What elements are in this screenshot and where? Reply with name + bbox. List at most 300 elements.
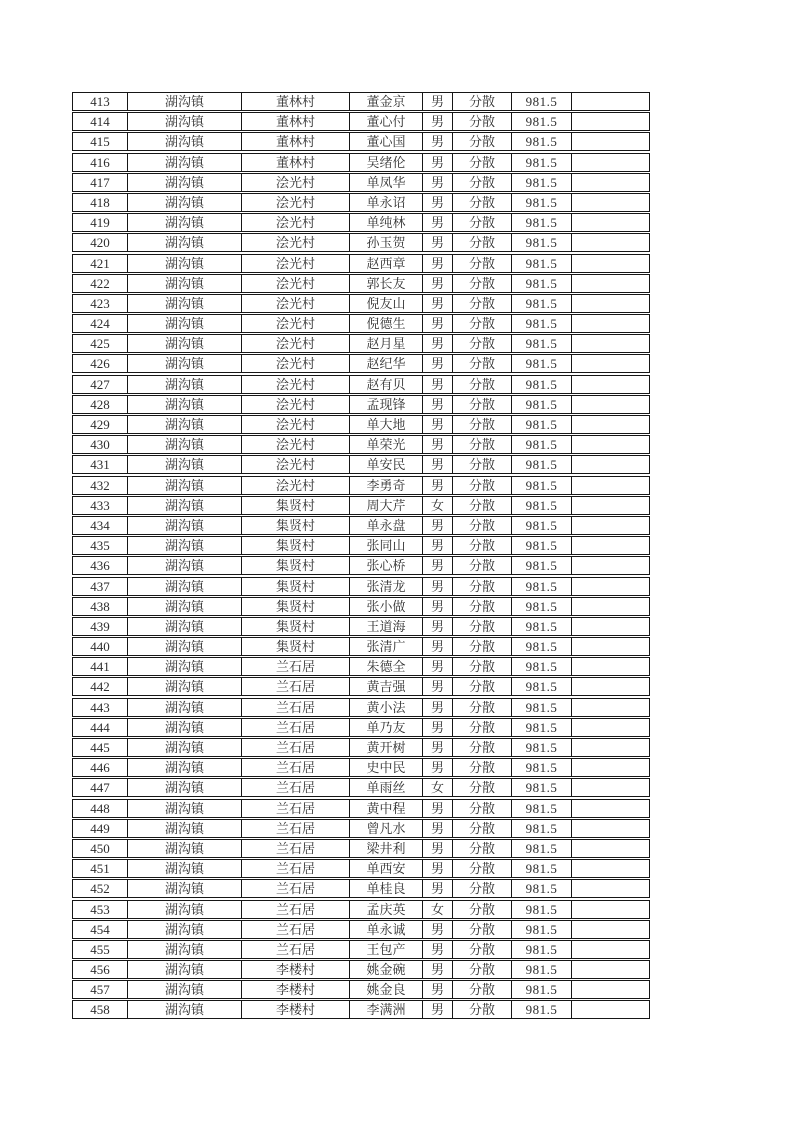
cell-village: 集贤村	[242, 618, 350, 635]
cell-support-type: 分散	[453, 699, 512, 716]
cell-gender: 男	[423, 759, 453, 776]
cell-amount: 981.5	[512, 416, 572, 433]
cell-amount: 981.5	[512, 456, 572, 473]
cell-remark	[572, 719, 649, 736]
cell-amount: 981.5	[512, 678, 572, 695]
cell-amount: 981.5	[512, 961, 572, 978]
cell-gender: 男	[423, 234, 453, 251]
cell-gender: 女	[423, 779, 453, 796]
cell-town: 湖沟镇	[128, 779, 242, 796]
table-row	[72, 173, 650, 192]
cell-amount: 981.5	[512, 315, 572, 332]
cell-seq: 417	[73, 174, 128, 191]
cell-amount: 981.5	[512, 921, 572, 938]
cell-support-type: 分散	[453, 537, 512, 554]
cell-remark	[572, 800, 649, 817]
table-row	[72, 597, 650, 616]
cell-village: 兰石居	[242, 901, 350, 918]
cell-village: 兰石居	[242, 840, 350, 857]
cell-seq: 414	[73, 113, 128, 130]
cell-remark	[572, 981, 649, 998]
cell-gender: 男	[423, 860, 453, 877]
cell-remark	[572, 820, 649, 837]
cell-support-type: 分散	[453, 234, 512, 251]
cell-gender: 男	[423, 315, 453, 332]
cell-town: 湖沟镇	[128, 154, 242, 171]
cell-amount: 981.5	[512, 497, 572, 514]
cell-person-name: 曾凡水	[350, 820, 423, 837]
cell-support-type: 分散	[453, 800, 512, 817]
cell-person-name: 张清龙	[350, 578, 423, 595]
cell-person-name: 单大地	[350, 416, 423, 433]
cell-remark	[572, 436, 649, 453]
cell-amount: 981.5	[512, 436, 572, 453]
cell-gender: 男	[423, 921, 453, 938]
cell-seq: 435	[73, 537, 128, 554]
cell-support-type: 分散	[453, 194, 512, 211]
table-row	[72, 799, 650, 818]
cell-support-type: 分散	[453, 497, 512, 514]
cell-amount: 981.5	[512, 699, 572, 716]
table-row	[72, 334, 650, 353]
cell-gender: 男	[423, 355, 453, 372]
cell-support-type: 分散	[453, 638, 512, 655]
table-row	[72, 153, 650, 172]
cell-person-name: 单凤华	[350, 174, 423, 191]
cell-seq: 432	[73, 477, 128, 494]
cell-amount: 981.5	[512, 840, 572, 857]
cell-person-name: 姚金良	[350, 981, 423, 998]
table-row	[72, 819, 650, 838]
cell-town: 湖沟镇	[128, 456, 242, 473]
cell-person-name: 赵月星	[350, 335, 423, 352]
cell-amount: 981.5	[512, 880, 572, 897]
cell-town: 湖沟镇	[128, 557, 242, 574]
cell-support-type: 分散	[453, 759, 512, 776]
cell-amount: 981.5	[512, 820, 572, 837]
cell-support-type: 分散	[453, 275, 512, 292]
table-row	[72, 496, 650, 515]
cell-remark	[572, 154, 649, 171]
cell-town: 湖沟镇	[128, 174, 242, 191]
table-row	[72, 415, 650, 434]
cell-amount: 981.5	[512, 981, 572, 998]
table-row	[72, 254, 650, 273]
table-row	[72, 274, 650, 293]
cell-remark	[572, 335, 649, 352]
cell-amount: 981.5	[512, 234, 572, 251]
cell-support-type: 分散	[453, 1001, 512, 1018]
cell-town: 湖沟镇	[128, 739, 242, 756]
cell-person-name: 孙玉贺	[350, 234, 423, 251]
cell-person-name: 周大芹	[350, 497, 423, 514]
cell-person-name: 李满洲	[350, 1001, 423, 1018]
cell-village: 兰石居	[242, 699, 350, 716]
cell-remark	[572, 133, 649, 150]
cell-town: 湖沟镇	[128, 214, 242, 231]
cell-town: 湖沟镇	[128, 517, 242, 534]
cell-seq: 452	[73, 880, 128, 897]
cell-remark	[572, 1001, 649, 1018]
cell-seq: 440	[73, 638, 128, 655]
cell-village: 董林村	[242, 133, 350, 150]
cell-support-type: 分散	[453, 355, 512, 372]
cell-person-name: 孟现锋	[350, 396, 423, 413]
cell-support-type: 分散	[453, 255, 512, 272]
cell-person-name: 单乃友	[350, 719, 423, 736]
cell-town: 湖沟镇	[128, 921, 242, 938]
cell-village: 兰石居	[242, 658, 350, 675]
cell-amount: 981.5	[512, 255, 572, 272]
cell-remark	[572, 941, 649, 958]
cell-gender: 男	[423, 456, 453, 473]
cell-amount: 981.5	[512, 779, 572, 796]
cell-gender: 男	[423, 598, 453, 615]
cell-town: 湖沟镇	[128, 981, 242, 998]
cell-town: 湖沟镇	[128, 658, 242, 675]
cell-support-type: 分散	[453, 376, 512, 393]
table-row	[72, 778, 650, 797]
cell-person-name: 张心桥	[350, 557, 423, 574]
table-row	[72, 698, 650, 717]
cell-seq: 447	[73, 779, 128, 796]
cell-village: 兰石居	[242, 779, 350, 796]
cell-village: 浍光村	[242, 355, 350, 372]
cell-town: 湖沟镇	[128, 113, 242, 130]
cell-gender: 男	[423, 840, 453, 857]
cell-town: 湖沟镇	[128, 678, 242, 695]
cell-town: 湖沟镇	[128, 860, 242, 877]
cell-village: 浍光村	[242, 194, 350, 211]
cell-town: 湖沟镇	[128, 477, 242, 494]
cell-amount: 981.5	[512, 719, 572, 736]
cell-seq: 429	[73, 416, 128, 433]
cell-person-name: 王道海	[350, 618, 423, 635]
cell-support-type: 分散	[453, 456, 512, 473]
cell-remark	[572, 93, 649, 110]
cell-village: 浍光村	[242, 234, 350, 251]
cell-village: 浍光村	[242, 295, 350, 312]
cell-amount: 981.5	[512, 174, 572, 191]
cell-village: 浍光村	[242, 255, 350, 272]
cell-village: 集贤村	[242, 578, 350, 595]
cell-village: 董林村	[242, 154, 350, 171]
cell-gender: 男	[423, 214, 453, 231]
table-row	[72, 758, 650, 777]
cell-town: 湖沟镇	[128, 93, 242, 110]
cell-support-type: 分散	[453, 93, 512, 110]
cell-gender: 男	[423, 739, 453, 756]
cell-town: 湖沟镇	[128, 759, 242, 776]
cell-person-name: 郭长友	[350, 275, 423, 292]
cell-person-name: 史中民	[350, 759, 423, 776]
cell-remark	[572, 578, 649, 595]
cell-support-type: 分散	[453, 416, 512, 433]
cell-amount: 981.5	[512, 154, 572, 171]
cell-gender: 男	[423, 275, 453, 292]
cell-village: 兰石居	[242, 739, 350, 756]
cell-gender: 男	[423, 678, 453, 695]
cell-amount: 981.5	[512, 275, 572, 292]
cell-seq: 415	[73, 133, 128, 150]
cell-town: 湖沟镇	[128, 1001, 242, 1018]
table-row	[72, 1000, 650, 1019]
cell-support-type: 分散	[453, 214, 512, 231]
cell-person-name: 单纯林	[350, 214, 423, 231]
cell-seq: 443	[73, 699, 128, 716]
cell-village: 浍光村	[242, 315, 350, 332]
table-row	[72, 718, 650, 737]
cell-town: 湖沟镇	[128, 295, 242, 312]
cell-gender: 男	[423, 154, 453, 171]
cell-amount: 981.5	[512, 1001, 572, 1018]
cell-village: 集贤村	[242, 537, 350, 554]
cell-person-name: 梁井利	[350, 840, 423, 857]
cell-seq: 446	[73, 759, 128, 776]
cell-support-type: 分散	[453, 880, 512, 897]
cell-gender: 男	[423, 880, 453, 897]
cell-seq: 424	[73, 315, 128, 332]
table-row	[72, 677, 650, 696]
cell-village: 兰石居	[242, 941, 350, 958]
cell-amount: 981.5	[512, 537, 572, 554]
cell-seq: 439	[73, 618, 128, 635]
cell-amount: 981.5	[512, 295, 572, 312]
cell-remark	[572, 355, 649, 372]
cell-person-name: 黄中程	[350, 800, 423, 817]
cell-village: 集贤村	[242, 598, 350, 615]
table-row	[72, 354, 650, 373]
cell-remark	[572, 598, 649, 615]
cell-support-type: 分散	[453, 396, 512, 413]
cell-person-name: 赵西章	[350, 255, 423, 272]
cell-remark	[572, 759, 649, 776]
cell-person-name: 单荣光	[350, 436, 423, 453]
cell-village: 浍光村	[242, 477, 350, 494]
cell-support-type: 分散	[453, 739, 512, 756]
cell-remark	[572, 557, 649, 574]
cell-remark	[572, 396, 649, 413]
table-row	[72, 839, 650, 858]
cell-seq: 436	[73, 557, 128, 574]
cell-remark	[572, 113, 649, 130]
cell-amount: 981.5	[512, 113, 572, 130]
cell-support-type: 分散	[453, 719, 512, 736]
cell-village: 兰石居	[242, 820, 350, 837]
cell-amount: 981.5	[512, 355, 572, 372]
cell-amount: 981.5	[512, 133, 572, 150]
cell-seq: 453	[73, 901, 128, 918]
cell-gender: 男	[423, 557, 453, 574]
cell-support-type: 分散	[453, 174, 512, 191]
cell-remark	[572, 860, 649, 877]
cell-village: 浍光村	[242, 456, 350, 473]
cell-seq: 441	[73, 658, 128, 675]
cell-support-type: 分散	[453, 557, 512, 574]
cell-seq: 418	[73, 194, 128, 211]
cell-town: 湖沟镇	[128, 416, 242, 433]
cell-village: 浍光村	[242, 335, 350, 352]
cell-village: 兰石居	[242, 880, 350, 897]
cell-village: 李楼村	[242, 1001, 350, 1018]
cell-remark	[572, 840, 649, 857]
cell-gender: 男	[423, 618, 453, 635]
table-row	[72, 213, 650, 232]
cell-town: 湖沟镇	[128, 436, 242, 453]
cell-remark	[572, 537, 649, 554]
cell-seq: 431	[73, 456, 128, 473]
cell-remark	[572, 497, 649, 514]
cell-remark	[572, 658, 649, 675]
cell-town: 湖沟镇	[128, 255, 242, 272]
cell-support-type: 分散	[453, 517, 512, 534]
cell-town: 湖沟镇	[128, 194, 242, 211]
cell-town: 湖沟镇	[128, 133, 242, 150]
records-table	[72, 92, 650, 1019]
cell-gender: 女	[423, 497, 453, 514]
cell-village: 李楼村	[242, 981, 350, 998]
cell-remark	[572, 880, 649, 897]
cell-support-type: 分散	[453, 477, 512, 494]
cell-person-name: 张同山	[350, 537, 423, 554]
cell-amount: 981.5	[512, 396, 572, 413]
cell-town: 湖沟镇	[128, 880, 242, 897]
cell-person-name: 赵有贝	[350, 376, 423, 393]
table-row	[72, 455, 650, 474]
cell-person-name: 姚金碗	[350, 961, 423, 978]
cell-amount: 981.5	[512, 194, 572, 211]
cell-remark	[572, 961, 649, 978]
cell-amount: 981.5	[512, 759, 572, 776]
cell-gender: 男	[423, 133, 453, 150]
cell-amount: 981.5	[512, 638, 572, 655]
cell-support-type: 分散	[453, 315, 512, 332]
cell-seq: 457	[73, 981, 128, 998]
cell-gender: 男	[423, 335, 453, 352]
table-row	[72, 556, 650, 575]
cell-support-type: 分散	[453, 779, 512, 796]
table-row	[72, 900, 650, 919]
cell-person-name: 董金京	[350, 93, 423, 110]
table-row	[72, 112, 650, 131]
cell-town: 湖沟镇	[128, 396, 242, 413]
cell-gender: 男	[423, 436, 453, 453]
cell-remark	[572, 739, 649, 756]
cell-town: 湖沟镇	[128, 275, 242, 292]
table-row	[72, 577, 650, 596]
cell-remark	[572, 699, 649, 716]
cell-seq: 420	[73, 234, 128, 251]
cell-seq: 444	[73, 719, 128, 736]
cell-town: 湖沟镇	[128, 578, 242, 595]
cell-support-type: 分散	[453, 436, 512, 453]
cell-village: 集贤村	[242, 557, 350, 574]
table-row	[72, 637, 650, 656]
cell-gender: 男	[423, 820, 453, 837]
cell-support-type: 分散	[453, 618, 512, 635]
cell-gender: 男	[423, 658, 453, 675]
cell-support-type: 分散	[453, 658, 512, 675]
cell-village: 浍光村	[242, 174, 350, 191]
cell-remark	[572, 255, 649, 272]
table-row	[72, 657, 650, 676]
cell-person-name: 单西安	[350, 860, 423, 877]
cell-town: 湖沟镇	[128, 598, 242, 615]
cell-support-type: 分散	[453, 981, 512, 998]
cell-remark	[572, 234, 649, 251]
cell-village: 集贤村	[242, 517, 350, 534]
cell-person-name: 单雨丝	[350, 779, 423, 796]
table-row	[72, 92, 650, 111]
cell-support-type: 分散	[453, 820, 512, 837]
cell-town: 湖沟镇	[128, 961, 242, 978]
cell-amount: 981.5	[512, 376, 572, 393]
cell-amount: 981.5	[512, 557, 572, 574]
table-row	[72, 879, 650, 898]
cell-village: 兰石居	[242, 759, 350, 776]
cell-amount: 981.5	[512, 658, 572, 675]
cell-amount: 981.5	[512, 901, 572, 918]
cell-seq: 423	[73, 295, 128, 312]
cell-amount: 981.5	[512, 860, 572, 877]
cell-amount: 981.5	[512, 335, 572, 352]
table-row	[72, 960, 650, 979]
cell-remark	[572, 618, 649, 635]
cell-person-name: 倪友山	[350, 295, 423, 312]
cell-gender: 男	[423, 578, 453, 595]
cell-person-name: 董心付	[350, 113, 423, 130]
cell-gender: 男	[423, 416, 453, 433]
cell-remark	[572, 214, 649, 231]
cell-village: 董林村	[242, 113, 350, 130]
cell-seq: 449	[73, 820, 128, 837]
cell-person-name: 单永盘	[350, 517, 423, 534]
cell-village: 李楼村	[242, 961, 350, 978]
cell-town: 湖沟镇	[128, 820, 242, 837]
cell-person-name: 赵纪华	[350, 355, 423, 372]
cell-person-name: 王包产	[350, 941, 423, 958]
cell-remark	[572, 376, 649, 393]
cell-village: 兰石居	[242, 678, 350, 695]
cell-seq: 419	[73, 214, 128, 231]
cell-remark	[572, 477, 649, 494]
cell-seq: 451	[73, 860, 128, 877]
cell-village: 兰石居	[242, 921, 350, 938]
cell-amount: 981.5	[512, 800, 572, 817]
cell-remark	[572, 456, 649, 473]
cell-seq: 426	[73, 355, 128, 372]
cell-town: 湖沟镇	[128, 234, 242, 251]
cell-remark	[572, 779, 649, 796]
table-row	[72, 476, 650, 495]
cell-person-name: 单永诚	[350, 921, 423, 938]
cell-amount: 981.5	[512, 739, 572, 756]
cell-gender: 男	[423, 719, 453, 736]
cell-support-type: 分散	[453, 941, 512, 958]
cell-village: 兰石居	[242, 719, 350, 736]
table-row	[72, 738, 650, 757]
cell-seq: 455	[73, 941, 128, 958]
cell-gender: 男	[423, 638, 453, 655]
cell-seq: 421	[73, 255, 128, 272]
cell-person-name: 单安民	[350, 456, 423, 473]
cell-village: 浍光村	[242, 396, 350, 413]
cell-person-name: 李勇奇	[350, 477, 423, 494]
cell-support-type: 分散	[453, 154, 512, 171]
cell-village: 浍光村	[242, 436, 350, 453]
cell-gender: 男	[423, 396, 453, 413]
cell-remark	[572, 315, 649, 332]
